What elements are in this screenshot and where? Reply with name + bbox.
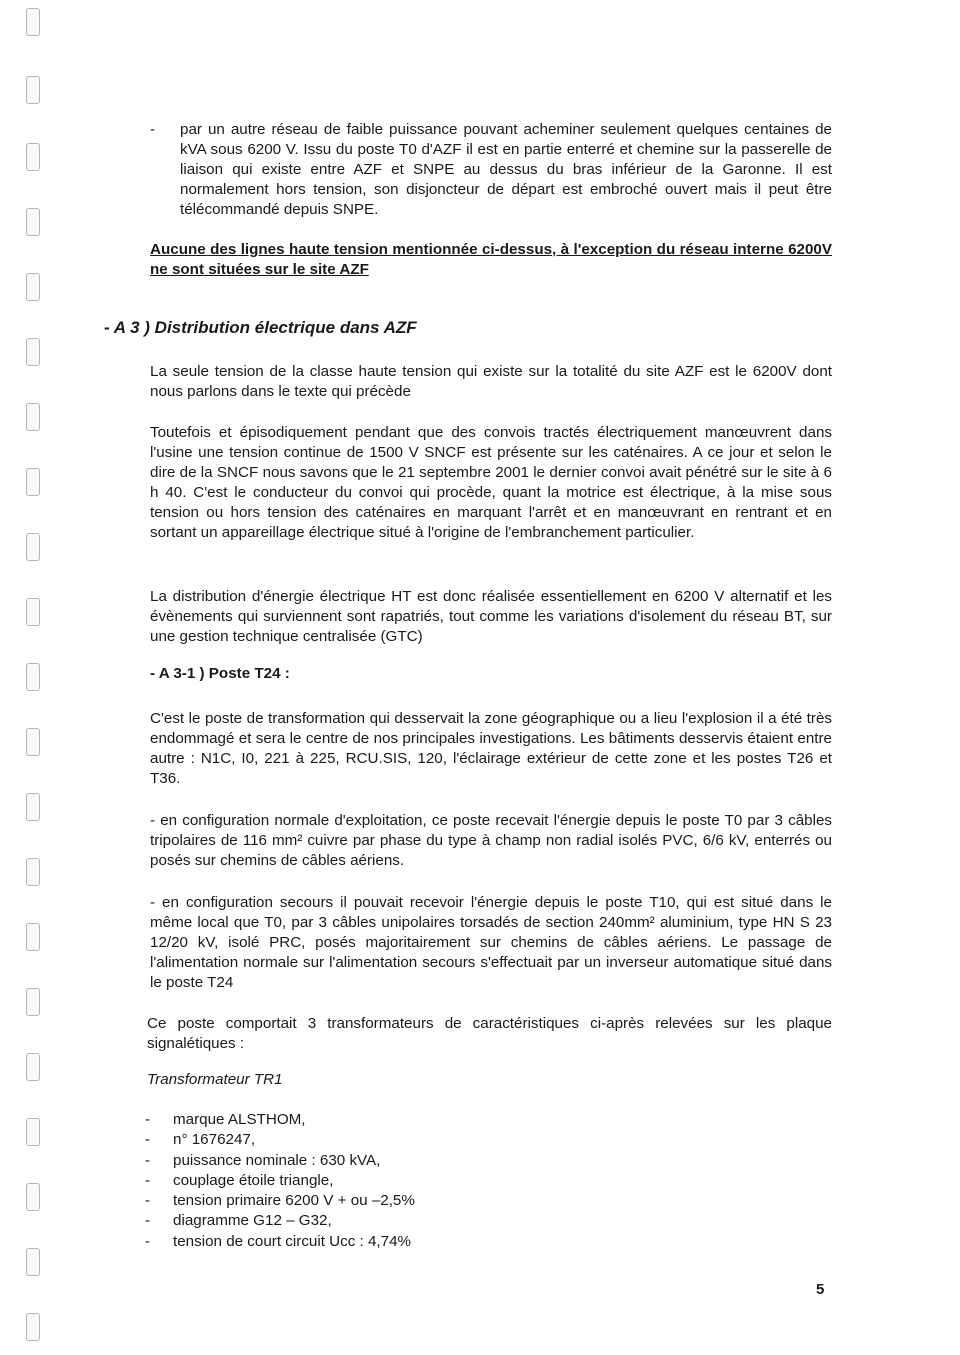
notice-text: Aucune des lignes haute tension mentionnée ci-dessus, à l'exception du réseau interne 6200V ne sont situées sur le site AZF — [150, 241, 832, 278]
list-item: - couplage étoile triangle, — [145, 1171, 334, 1189]
section-heading-a3: - A 3 ) Distribution électrique dans AZF — [104, 318, 417, 337]
subsection-heading-a31: - A 3-1 ) Poste T24 : — [150, 665, 290, 682]
list-item: - tension primaire 6200 V + ou –2,5% — [145, 1192, 415, 1210]
paragraph-tension: La seule tension de la classe haute tension qui existe sur la totalité du site AZF est le 6200V dont nous parlons dans le texte qui précède — [150, 363, 832, 400]
intro-bullet-text: par un autre réseau de faible puissance pouvant acheminer seulement quelques centaines de kVA sous 6200 V. Issu du poste T0 d'AZF il est en partie enterré et chemine sur la passerelle de liaison qui existe entre AZF et SNPE au dessus du bras inférieur de la Garonne. Il est normalement hors tension, son disjoncteur de départ est embroché ouvert mais il peut être télécommandé depuis SNPE. — [180, 121, 832, 218]
list-item: - n° 1676247, — [145, 1131, 256, 1149]
paragraph-config-secours: - en configuration secours il pouvait recevoir l'énergie depuis le poste T10, qui est situé dans le même local que T0, par 3 câbles unipolaires torsadés de section 240mm² aluminium, type HN S 23 12/20 kV, isolé PRC, posés majoritairement sur chemins de câbles aériens. Le passage de l'alimentation normale sur l'alimentation secours s'effectuait par un inverseur automatique situé dans le poste T24 — [150, 894, 832, 991]
transformer-title: Transformateur TR1 — [147, 1071, 283, 1088]
list-item: - marque ALSTHOM, — [145, 1111, 306, 1128]
list-item: - diagramme G12 – G32, — [145, 1212, 332, 1230]
bullet-dash: - — [150, 121, 156, 138]
list-item: - puissance nominale : 630 kVA, — [145, 1151, 381, 1169]
paragraph-poste-t24: C'est le poste de transformation qui desservait la zone géographique ou a lieu l'explosion il a été très endommagé et sera le centre de nos principales investigations. Les bâtiments desservis étaient entre autre : N1C, I0, 221 à 225, RCU.SIS, 120, l'éclairage extérieur de cette zone et les postes T26 et T36. — [150, 710, 832, 787]
list-item: - tension de court circuit Ucc : 4,74% — [145, 1232, 412, 1250]
page-number: 5 — [816, 1281, 825, 1298]
paragraph-sncf: Toutefois et épisodiquement pendant que des convois tractés électriquement manœuvrent dans l'usine une tension continue de 1500 V SNCF est présente sur les caténaires. A ce jour et selon le dire de la SNCF nous savons que le 21 septembre 2001 le dernier convoi avait pénétré sur le site à 6 h 40. C'est le conducteur du convoi qui procède, quant la motrice est électrique, à la mise sous tension ou hors tension des caténaires en marquant l'arrêt et en manœuvrant en rentrant et en sortant un appareillage électrique situé à l'origine de l'embranchement particulier. — [150, 424, 832, 541]
paragraph-distribution: La distribution d'énergie électrique HT est donc réalisée essentiellement en 6200 V alternatif et les évènements qui surviennent sont rapatriés, tout comme les variations d'isolement du réseau BT, sur une gestion technique centralisée (GTC) — [150, 588, 832, 645]
transformer-specs-list — [145, 1110, 745, 1252]
paragraph-transformateurs: Ce poste comportait 3 transformateurs de caractéristiques ci-après relevées sur les plaque signalétiques : — [147, 1015, 832, 1052]
paragraph-config-normale: - en configuration normale d'exploitation, ce poste recevait l'énergie depuis le poste T0 par 3 câbles tripolaires de 116 mm² cuivre par phase du type à champ non radial isolés PVC, 6/6 kV, enterrés ou posés sur chemins de câbles aériens. — [150, 812, 832, 869]
